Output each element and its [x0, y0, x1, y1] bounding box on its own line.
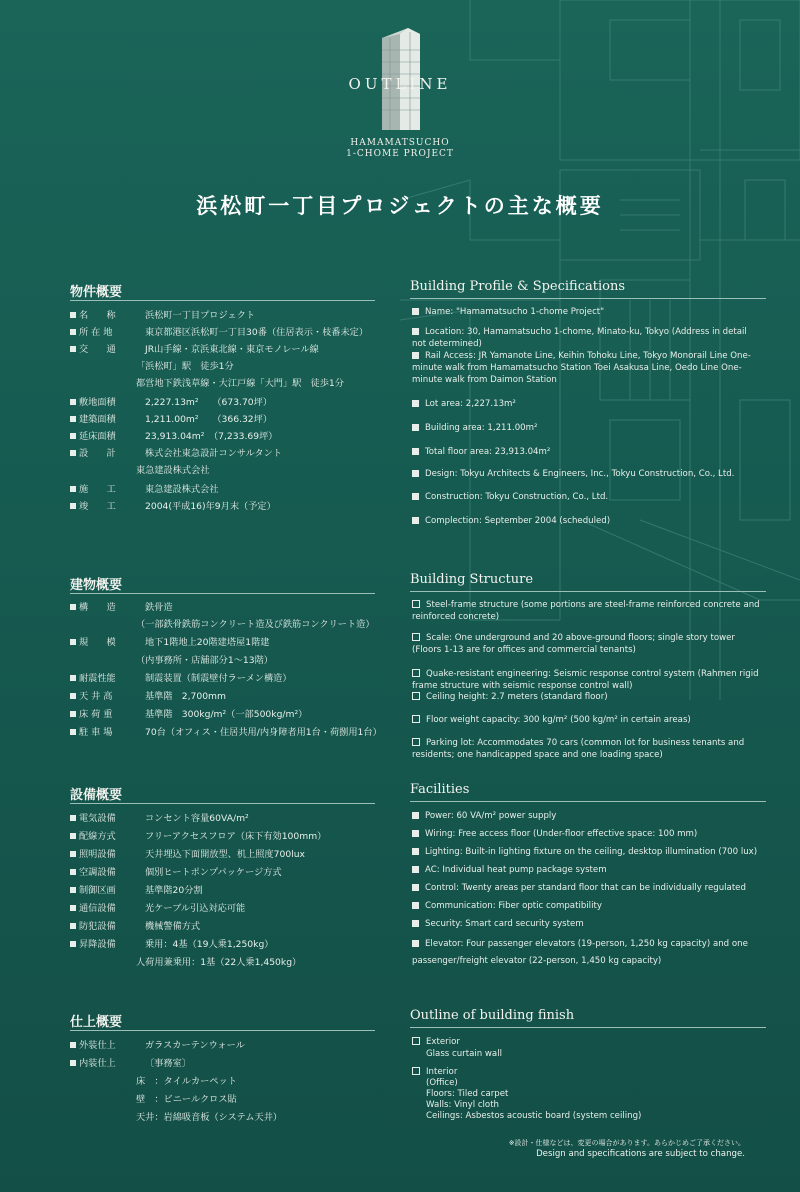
en-item-completion: Complection: September 2004 (scheduled)	[412, 515, 762, 527]
bullet-square-icon	[412, 830, 419, 837]
project-name-line2: 1-CHOME PROJECT	[346, 149, 454, 159]
en-item-interior-ceilings: Ceilings: Asbestos acoustic board (system ceiling)	[426, 1111, 642, 1121]
en-item-security: Security: Smart card security system	[412, 918, 762, 930]
bullet-square-icon	[70, 869, 76, 875]
footer-note-jp: ※設計・仕様などは、変更の場合があります。あらかじめご了承ください。	[508, 1139, 745, 1147]
bullet-square-icon	[412, 812, 419, 819]
jp-row-interior-floor: 床 ：タイルカーペット	[136, 1076, 237, 1087]
jp-row-scale-cont: （内事務所・店舗部分1～13階）	[136, 655, 273, 666]
jp-row-building-area: 建築面積 1,211.00m² （366.32坪）	[70, 414, 272, 426]
bullet-square-icon	[412, 493, 419, 500]
bullet-square-icon	[412, 633, 420, 641]
profile-jp-title: 物件概要	[70, 281, 122, 300]
finish-jp-title: 仕上概要	[70, 1011, 122, 1030]
bullet-square-icon	[412, 424, 419, 431]
outline-logo	[330, 20, 470, 159]
bullet-square-icon	[412, 692, 420, 700]
jp-row-lot-area: 敷地面積 2,227.13m² （673.70坪）	[70, 397, 272, 409]
bullet-square-icon	[412, 352, 419, 359]
jp-row-power: 電気設備 コンセント容量60VA/m²	[70, 813, 249, 825]
en-item-communication: Communication: Fiber optic compatibility	[412, 900, 762, 912]
jp-row-elevator-cont: 人荷用兼乗用：1基（22人乗1,450kg）	[136, 957, 302, 968]
en-item-steel-frame: Steel-frame structure (some portions are steel-frame reinforced concrete and reinforced concrete)	[412, 600, 760, 622]
bullet-square-icon	[70, 416, 76, 422]
jp-row-wiring: 配線方式 フリーアクセスフロア（床下有効100mm）	[70, 831, 326, 843]
en-item-ac: AC: Individual heat pump package system	[412, 864, 762, 876]
finish-en-title: Outline of building finish	[410, 1008, 575, 1023]
bullet-square-icon	[412, 308, 419, 315]
bullet-square-icon	[412, 400, 419, 407]
structure-jp-title: 建物概要	[70, 574, 122, 593]
bullet-square-icon	[412, 600, 420, 608]
bullet-square-icon	[70, 941, 76, 947]
jp-row-access-cont2: 都営地下鉄浅草線・大江戸線「大門」駅 徒歩1分	[136, 378, 344, 389]
bullet-square-icon	[70, 312, 76, 318]
jp-row-access-cont1: 「浜松町」駅 徒歩1分	[136, 361, 234, 372]
bullet-square-icon	[412, 920, 419, 927]
bullet-square-icon	[70, 503, 76, 509]
en-item-interior-walls: Walls: Vinyl cloth	[426, 1100, 500, 1110]
en-item-quake: Quake-resistant engineering: Seismic response control system (Rahmen rigid frame structure with seismic response control wall)	[412, 669, 759, 691]
bullet-square-icon	[412, 848, 419, 855]
bullet-square-icon	[412, 715, 420, 723]
bullet-square-icon	[70, 486, 76, 492]
jp-row-name: 名 称 浜松町一丁目プロジェクト	[70, 310, 255, 322]
facilities-en-title: Facilities	[410, 782, 470, 797]
jp-row-interior-ceiling: 天井：岩綿吸音板（システム天井）	[136, 1112, 283, 1123]
jp-row-structure: 構 造 鉄骨造	[70, 602, 173, 614]
jp-row-access: 交 通 JR山手線・京浜東北線・東京モノレール線	[70, 344, 319, 356]
bullet-square-icon	[70, 399, 76, 405]
bullet-square-icon	[70, 1060, 76, 1066]
footer-note-en: Design and specifications are subject to change.	[536, 1149, 745, 1159]
bullet-square-icon	[70, 851, 76, 857]
bullet-square-icon	[70, 433, 76, 439]
jp-row-ac: 空調設備 個別ヒートポンプパッケージ方式	[70, 867, 282, 879]
jp-row-elevator: 昇降設備 乗用：4基（19人乗1,250kg）	[70, 939, 274, 951]
jp-row-exterior: 外装仕上 ガラスカーテンウォール	[70, 1040, 245, 1052]
jp-row-scale: 規 模 地下1階地上20階建塔屋1階建	[70, 637, 269, 649]
bullet-square-icon	[412, 669, 420, 677]
en-item-construction: Construction: Tokyu Construction, Co., Ltd.	[412, 491, 762, 503]
en-item-exterior: Exterior	[412, 1036, 762, 1048]
jp-row-completion: 竣 工 2004(平成16)年9月末（予定）	[70, 501, 276, 513]
project-name	[330, 138, 470, 160]
en-item-location: Location: 30, Hamamatsucho 1-chome, Minato-ku, Tokyo (Address in detail not determined)	[412, 327, 747, 349]
en-item-elevator: Elevator: Four passenger elevators (19-person, 1,250 kg capacity) and one passenger/freight elevator (22-person, 1,450 kg capacity)	[412, 939, 748, 966]
jp-row-ceiling: 天 井 高 基準階 2,700mm	[70, 691, 226, 703]
jp-row-lighting: 照明設備 天井埋込下面開放型、机上照度700lux	[70, 849, 305, 861]
jp-row-parking: 駐 車 場 70台（オフィス・住居共用/内身障者用1台・荷捌用1台）	[70, 727, 382, 739]
en-item-name: Name: "Hamamatsucho 1-chome Project"	[412, 306, 762, 318]
project-name-line1: HAMAMATSUCHO	[350, 138, 450, 148]
bullet-square-icon	[412, 448, 419, 455]
bullet-square-icon	[70, 815, 76, 821]
outline-heading: OUTLINE	[348, 75, 452, 93]
bullet-square-icon	[412, 738, 420, 746]
jp-row-design-cont: 東急建設株式会社	[136, 465, 210, 476]
bullet-square-icon	[412, 866, 419, 873]
structure-en-title: Building Structure	[410, 572, 534, 587]
jp-row-interior: 内装仕上 〔事務室〕	[70, 1058, 191, 1070]
page-title: 浜松町一丁目プロジェクトの主な概要	[196, 193, 604, 218]
bullet-square-icon	[70, 346, 76, 352]
bullet-square-icon	[70, 675, 76, 681]
bullet-square-icon	[412, 902, 419, 909]
bullet-square-icon	[70, 729, 76, 735]
jp-row-structure-cont: （一部鉄骨鉄筋コンクリート造及び鉄筋コンクリート造）	[136, 619, 375, 630]
bullet-square-icon	[412, 517, 419, 524]
en-item-design: Design: Tokyu Architects & Engineers, Inc., Tokyu Construction, Co., Ltd.	[412, 468, 762, 480]
bullet-square-icon	[70, 923, 76, 929]
en-item-parking: Parking lot: Accommodates 70 cars (common lot for business tenants and residents; one handicapped space and one loading space)	[412, 738, 745, 760]
bullet-square-icon	[70, 693, 76, 699]
en-item-power: Power: 60 VA/m² power supply	[412, 810, 762, 822]
bullet-square-icon	[70, 905, 76, 911]
en-item-interior: Interior	[412, 1066, 762, 1078]
jp-row-construction: 施 工 東急建設株式会社	[70, 484, 219, 496]
bullet-square-icon	[70, 833, 76, 839]
en-item-lot-area: Lot area: 2,227.13m²	[412, 398, 762, 410]
en-item-floor-area: Total floor area: 23,913.04m²	[412, 446, 762, 458]
bullet-square-icon	[412, 1067, 420, 1075]
en-item-wiring: Wiring: Free access floor (Under-floor effective space: 100 mm)	[412, 828, 762, 840]
jp-row-location: 所 在 地 東京都港区浜松町一丁目30番（住居表示・枝番未定）	[70, 327, 368, 339]
en-item-control: Control: Twenty areas per standard floor that can be individually regulated	[412, 882, 762, 894]
bullet-square-icon	[70, 329, 76, 335]
jp-row-control: 制御区画 基準階20分割	[70, 885, 203, 897]
bullet-square-icon	[70, 887, 76, 893]
en-item-interior-floors: Floors: Tiled carpet	[426, 1089, 509, 1099]
en-item-scale: Scale: One underground and 20 above-ground floors; single story tower (Floors 1-13 are for offices and commercial tenants)	[412, 633, 735, 655]
jp-row-seismic: 耐震性能 制震装置（制震壁付ラーメン構造）	[70, 673, 292, 685]
en-item-lighting: Lighting: Built-in lighting fixture on the ceiling, desktop illumination (700 lux)	[412, 846, 762, 858]
en-item-floor-weight: Floor weight capacity: 300 kg/m² (500 kg/m² in certain areas)	[412, 714, 762, 726]
bullet-square-icon	[412, 328, 419, 335]
jp-row-interior-wall: 壁 ：ビニールクロス貼	[136, 1094, 237, 1105]
jp-row-floor-load: 床 荷 重 基準階 300kg/m²（一部500kg/m²）	[70, 709, 307, 721]
bullet-square-icon	[70, 639, 76, 645]
jp-row-design: 設 計 株式会社東急設計コンサルタント	[70, 448, 282, 460]
jp-row-floor-area: 延床面積 23,913.04m² （7,233.69坪）	[70, 431, 277, 443]
en-item-exterior-value: Glass curtain wall	[426, 1049, 502, 1059]
bullet-square-icon	[70, 604, 76, 610]
bullet-square-icon	[412, 884, 419, 891]
bullet-square-icon	[70, 711, 76, 717]
bullet-square-icon	[70, 1042, 76, 1048]
facilities-jp-title: 設備概要	[70, 784, 122, 803]
jp-row-communication: 通信設備 光ケーブル引込対応可能	[70, 903, 245, 915]
en-item-ceiling: Ceiling height: 2.7 meters (standard floor)	[412, 691, 762, 703]
profile-en-title: Building Profile & Specifications	[410, 279, 626, 294]
en-item-building-area: Building area: 1,211.00m²	[412, 422, 762, 434]
bullet-square-icon	[412, 470, 419, 477]
jp-row-security: 防犯設備 機械警備方式	[70, 921, 200, 933]
bullet-square-icon	[412, 1037, 420, 1045]
en-item-interior-office: (Office)	[426, 1078, 458, 1088]
bullet-square-icon	[412, 940, 419, 947]
en-item-access: Rail Access: JR Yamanote Line, Keihin Tohoku Line, Tokyo Monorail Line One-minute walk from Hamamatsucho Station Toei Asakusa Line, Oedo Line One-minute walk from Daimon Station	[412, 351, 751, 385]
bullet-square-icon	[70, 450, 76, 456]
